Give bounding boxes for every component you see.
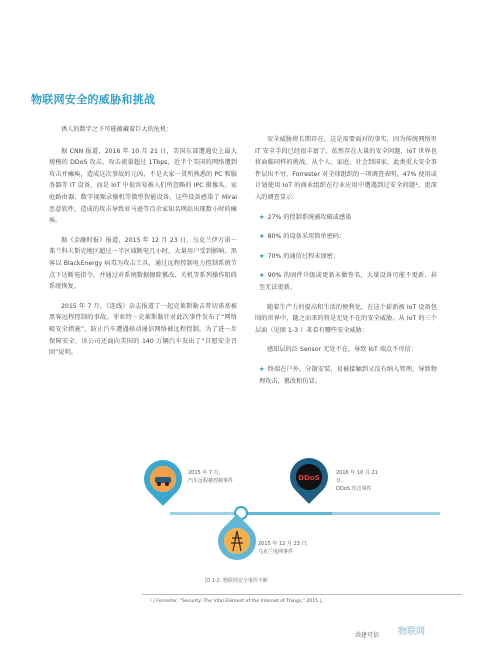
car-icon [150, 466, 176, 492]
star-icon: ★ [259, 213, 265, 221]
section-title: 物联网安全的威胁和挑战 [31, 93, 156, 106]
sensor-paragraph: 感知层的泛 Sensor 无处不在，导致 IoT 端点不可信： [267, 346, 417, 354]
terminal-bullet [255, 364, 437, 387]
stat-bullet-text: 70% 的通信过程未加密； [267, 252, 339, 260]
star-icon: ★ [259, 233, 265, 241]
ddos-icon [296, 464, 322, 490]
ddos-badge-text: DDoS [298, 474, 320, 482]
stat-bullet [255, 212, 437, 224]
incident-timeline [140, 466, 380, 578]
grid-event-pin [210, 514, 264, 568]
ddos-event-label [336, 469, 380, 493]
left-column [49, 124, 237, 367]
threat-paragraph: 随着生产力的提高和生活的便利化，在这个崭新被 IoT 设备包围的世界中，随之而来的将是无处不在的安全威胁。从 IoT 的三个层面（见图 1-3 ）来看有哪些安全威胁： [255, 303, 437, 334]
ddos-event-date: 2016 年 10 月 21 日， [336, 470, 378, 484]
grid-event-desc: 乌克兰电网事件 [258, 549, 294, 555]
watermark: 物联网 [398, 627, 426, 637]
grid-event-label [258, 540, 311, 556]
figure-caption: 图 1-2. 物联网安全事件不断 [205, 578, 268, 584]
right-column [255, 134, 437, 395]
car-event-label [188, 469, 233, 485]
lead-paragraph: 诱人的数字之下可能蕴藏着巨大的危机： [61, 126, 173, 133]
stat-bullet [255, 251, 437, 263]
star-icon: ★ [259, 252, 265, 260]
grid-event-date: 2015 年 12 月 23 日， [258, 541, 312, 547]
ddos-event-desc: DDoS 攻击事件 [336, 486, 372, 492]
power-line-icon [224, 528, 250, 554]
star-icon: ★ [259, 365, 265, 373]
stat-bullet [255, 231, 437, 243]
page-footer: 共建可信 [355, 632, 380, 639]
cnn-paragraph: 据 CNN 报道，2016 年 10 月 21 日，美国东部遭遇史上最大规模的 DDoS 攻击，攻击流量超过 1Tbps，近半个美国的网络遭到攻击并瘫痪，造成这次事故的元凶，不是大家一贯所熟悉的 PC 和服务器等 IT 设备，而是 IoT 中很容易被人们所忽略的 IPC 摄像头、家庭路由器、数字视频录像机等微型智能设备。这些设备感染了 Mirai 恶意软件，造成的攻击导致亚马逊等百余家知名网站出现数小时的瘫痪。 [49, 147, 237, 225]
car-event-desc: 汽车远程被控制事件 [188, 478, 234, 484]
star-icon: ★ [259, 272, 265, 280]
terminal-bullet-text: 终端在户外，分散安装，易被接触到又没有纳入管理，导致物理攻击，篡改和仿冒。 [259, 365, 437, 385]
stat-bullet-text: 90% 的固件升级或更新未做签名，大量设备可能不更新，甚至无法更新。 [259, 272, 437, 291]
forrester-paragraph: 安全威胁将长期存在，这是需要面对的事实，因为传统网络里 IT 安全手段已经很丰富了，依然存在大量的安全问题，IoT 世界也将面临同样的挑战。从个人、家庭、社会到国家，此类重大安全事件层出不穷，Forrester 对全球组织的一项调查表明，47% 使用或计划使用 IoT 的商业组织在行业应用中遭遇到过安全问题¹，更深入的调查显示： [255, 136, 437, 201]
car-event-pin [136, 452, 190, 506]
footnote-divider [142, 594, 462, 595]
ddos-event-pin [282, 450, 336, 504]
stat-bullet-text: 27% 的控制系统被攻破或感染 [267, 213, 352, 221]
stat-bullet [255, 270, 437, 293]
stat-bullet-text: 80% 的设备采用简单密码； [267, 233, 346, 241]
timeline-line-highlight [236, 512, 332, 515]
car-event-date: 2015 年 7 月， [188, 470, 224, 476]
footnote: ¹ | Forrester, "Security: The Vital Element of the Internet of Things," 2015 |。 [150, 599, 326, 604]
ft-paragraph: 据《金融时报》报道，2015 年 12 月 23 日，乌克兰伊万诺－弗兰科夫斯克地区超过一半区域断电几小时，大量用户受到影响。黑客以 BlackEnergy 病毒为攻击工具，通过远程控制电力控制系统节点下达断电指令，并通过对系统数据擦除篡改、关机等系列操作阻碍系统恢复。 [49, 236, 237, 291]
wired-paragraph: 2015 年 7 月，《连线》杂志报道了一起克莱斯勒吉普切诺基被黑客远程控制的事故。菲亚特－克莱斯勒针对此次事件发布了“网络吸安全措施”，防止汽车遭遇移动通信网络被远程控制，为了进一步保障安全，该公司还面向美国的 140 万辆汽车发出了“自愿安全召回”说明。 [49, 302, 237, 357]
